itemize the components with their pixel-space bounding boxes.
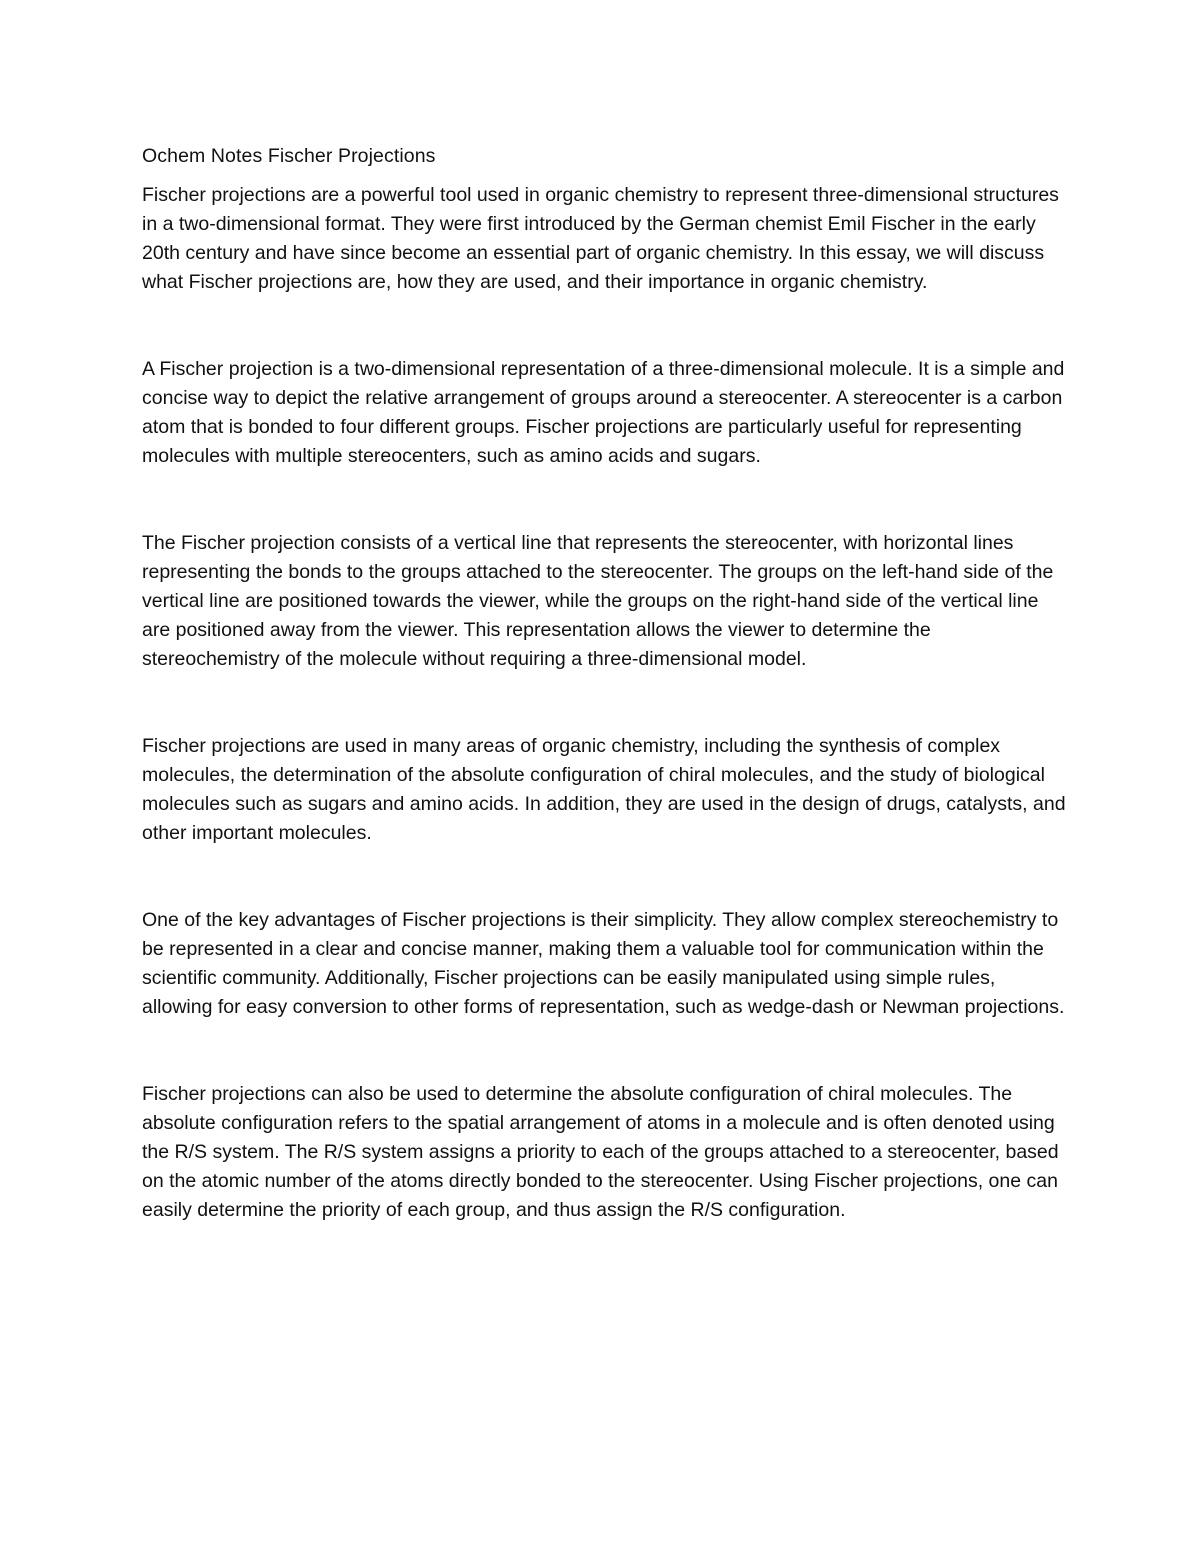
paragraph-absolute-configuration: Fischer projections can also be used to determine the absolute configuration of chiral molecules. The absolute configuration refers to the spatial arrangement of atoms in a molecule and is often denoted using the R/S system. The R/S system assigns a priority to each of the groups attached to a stereocenter, based on the atomic number of the atoms directly bonded to the stereocenter. Using Fischer projections, one can easily determine the priority of each group, and thus assign the R/S configuration.	[142, 1083, 1059, 1221]
paragraph-applications: Fischer projections are used in many areas of organic chemistry, including the synthesis of complex molecules, the determination of the absolute configuration of chiral molecules, and the study of biological molecules such as sugars and amino acids. In addition, they are used in the design of drugs, catalysts, and other important molecules.	[142, 735, 1066, 844]
paragraph-definition: A Fischer projection is a two-dimensional representation of a three-dimensional molecule. It is a simple and concise way to depict the relative arrangement of groups around a stereocenter. A stereocenter is a carbon atom that is bonded to four different groups. Fischer projections are particularly useful for representing molecules with multiple stereocenters, such as amino acids and sugars.	[142, 358, 1065, 467]
paragraph-introduction: Fischer projections are a powerful tool used in organic chemistry to represent three-dimensional structures in a two-dimensional format. They were first introduced by the German chemist Emil Fischer in the early 20th century and have since become an essential part of organic chemistry. In this essay, we will discuss what Fischer projections are, how they are used, and their importance in organic chemistry.	[142, 184, 1059, 293]
document-body	[142, 142, 1067, 1225]
paragraph-advantages: One of the key advantages of Fischer projections is their simplicity. They allow complex stereochemistry to be represented in a clear and concise manner, making them a valuable tool for communication within the scientific community. Additionally, Fischer projections can be easily manipulated using simple rules, allowing for easy conversion to other forms of representation, such as wedge-dash or Newman projections.	[142, 909, 1065, 1018]
paragraph-structure: The Fischer projection consists of a vertical line that represents the stereocenter, with horizontal lines representing the bonds to the groups attached to the stereocenter. The groups on the left-hand side of the vertical line are positioned towards the viewer, while the groups on the right-hand side of the vertical line are positioned away from the viewer. This representation allows the viewer to determine the stereochemistry of the molecule without requiring a three-dimensional model.	[142, 532, 1054, 670]
document-title: Ochem Notes Fischer Projections	[142, 145, 436, 167]
